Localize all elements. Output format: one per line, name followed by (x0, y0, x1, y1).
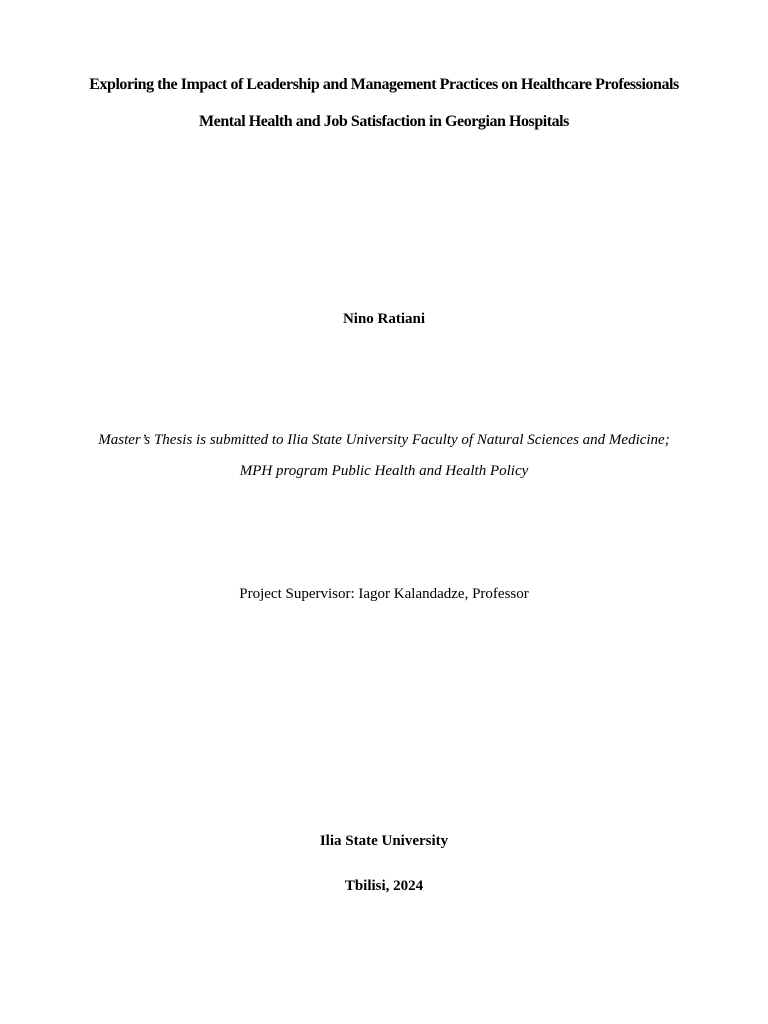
supervisor-line: Project Supervisor: Iagor Kalandadze, Professor (239, 586, 529, 602)
title-line-2: Mental Health and Job Satisfaction in Georgian Hospitals (199, 113, 569, 130)
place-year: Tbilisi, 2024 (344, 878, 424, 894)
submission-line-1: Master’s Thesis is submitted to Ilia State University Faculty of Natural Sciences and Medicine; (98, 432, 670, 448)
title-line-1: Exploring the Impact of Leadership and Management Practices on Healthcare Professionals (89, 76, 679, 93)
author-name: Nino Ratiani (342, 311, 426, 327)
submission-line-2: MPH program Public Health and Health Policy (239, 463, 529, 479)
institution-name: Ilia State University (319, 833, 449, 849)
